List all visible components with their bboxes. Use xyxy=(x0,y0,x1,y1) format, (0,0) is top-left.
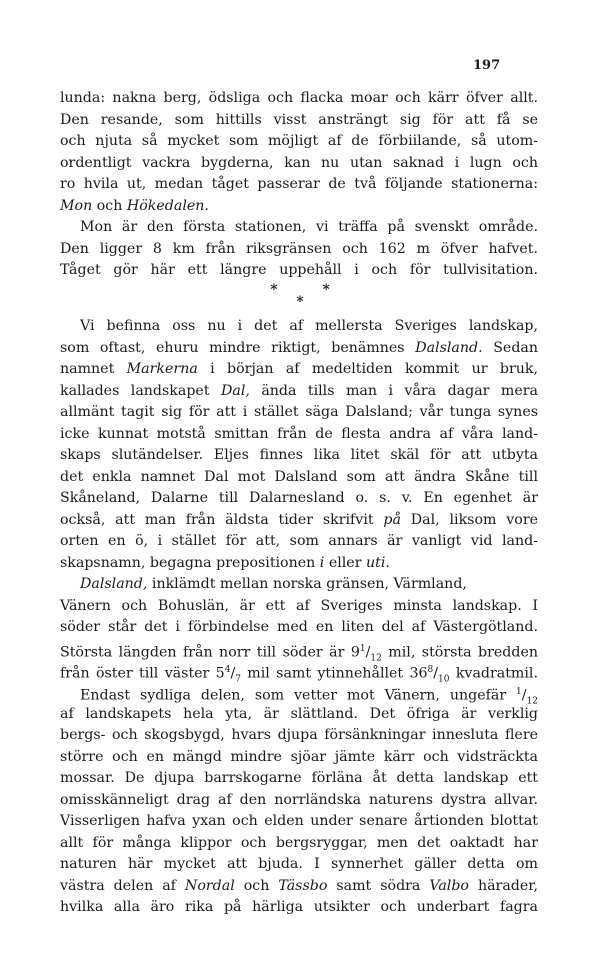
text-line: Den resande, som hittills visst ansträngt sig för att få se xyxy=(60,111,538,128)
paragraph-4 xyxy=(60,574,538,685)
paragraph-1 xyxy=(60,88,538,217)
separator-star: * xyxy=(270,282,278,298)
text-line: Endast sydliga delen, som vetter mot Vänern, ungefär $^1/_{12}$ xyxy=(80,687,538,707)
text-line: allt för många klippor och bergsryggar, men det oaktadt har xyxy=(60,834,538,851)
place-name: Tässbo xyxy=(278,877,328,894)
separator-star: * xyxy=(322,282,330,298)
text-line: mossar. De djupa barrskogarne förläna åt detta landskap ett xyxy=(60,770,538,786)
text-line: af landskapets hela yta, är slättland. Det öfriga är verklig xyxy=(60,705,538,722)
paragraph-2 xyxy=(60,217,538,282)
paragraph-5 xyxy=(60,682,538,919)
place-name: Hökedalen. xyxy=(126,197,209,214)
place-name: Markerna xyxy=(126,361,198,377)
paragraph-3 xyxy=(60,316,538,574)
text-line: Största längden från norr till söder är $9^1/_{12}$ mil, största bredden xyxy=(60,643,538,664)
text-line: Den ligger 8 km från riksgränsen och 162 m öfver hafvet. xyxy=(60,240,538,257)
section-separator-center xyxy=(0,294,600,310)
text-line: större och en mängd mindre sjöar jämte kärr och vidsträckta xyxy=(60,748,538,765)
text-line: lunda: nakna berg, ödsliga och flacka moar och kärr öfver allt. xyxy=(60,90,538,106)
text-line: Mon är den första stationen, vi träffa på svenskt område. xyxy=(80,219,538,235)
text-line: icke kunnat motstå smittan från de flesta andra af våra land- xyxy=(60,425,538,442)
place-name: Nordal xyxy=(184,877,235,894)
text-line: allmänt tagit sig för att i stället säga Dalsland; vår tunga synes xyxy=(60,404,538,420)
emphasis: uti. xyxy=(366,554,390,571)
text-line: det enkla namnet Dal mot Dalsland som att ändra Skåne till xyxy=(60,468,538,485)
text-line: ordentligt vackra bygderna, kan nu utan saknad i lugn och xyxy=(60,154,538,171)
place-name: Dalsland. xyxy=(415,339,483,356)
text-line: naturen här mycket att bjuda. I synnerhet gäller detta om xyxy=(60,856,538,872)
text-line: namnet Markerna i början af medeltiden kommit ur bruk, xyxy=(60,361,539,377)
text-line: bergs- och skogsbygd, hvars djupa försänkningar inneslutа flere xyxy=(60,727,538,743)
place-name: Mon xyxy=(60,197,93,214)
place-name: Valbo xyxy=(429,877,469,894)
emphasis: på xyxy=(383,511,401,528)
text-line: hvilka alla äro rika på härliga utsikter och underbart fagra xyxy=(60,899,538,915)
text-line: skaps slutändelser. Eljes finnes lika litet skäl för att utbyta xyxy=(60,447,538,463)
emphasis: i xyxy=(319,554,325,571)
text-line: kallades landskapet Dal, ända tills man i våra dagar mera xyxy=(60,382,538,399)
text-line: som oftast, ehuru mindre riktigt, benämnes Dalsland. Sedan xyxy=(60,339,539,356)
text-line: skapsnamn, begagna prepositionen i eller uti. xyxy=(60,554,390,571)
place-name: Dal, xyxy=(220,382,250,399)
page-number: 197 xyxy=(473,58,501,73)
text-line: Visserligen hafva yxan och elden under senare årtionden blottat xyxy=(60,813,538,829)
text-line: orten en ö, i stället för att, som annars är vanligt vid land- xyxy=(60,533,538,549)
text-line: också, att man från äldsta tider skrifvit på Dal, liksom vore xyxy=(60,511,539,528)
text-line: Vi befinna oss nu i det af mellersta Sveriges landskap, xyxy=(80,318,538,334)
text-line: Vänern och Bohuslän, är ett af Sveriges minsta landskap. I xyxy=(60,597,538,614)
place-name: Dalsland, xyxy=(80,576,148,592)
text-line: Dalsland, inklämdt mellan norska gränsen, Värmland, xyxy=(80,576,467,592)
text-line: Mon och Hökedalen. xyxy=(60,197,209,214)
text-line: söder står det i förbindelse med en liten del af Västergötland. xyxy=(60,619,538,635)
text-line: och njuta så mycket som möjligt af de förbiilande, så utom- xyxy=(60,133,538,149)
text-line: Tåget gör här ett längre uppehåll i och för tullvisitation. xyxy=(60,262,538,278)
text-line: Skåneland, Dalarne till Dalarnesland o. s. v. En egenhet är xyxy=(60,490,538,506)
text-line: från öster till väster $5^4/_7$ mil samt ytinnehållet $36^8/_{10}$ kvadratmil. xyxy=(60,665,538,685)
separator-star: * xyxy=(296,294,304,310)
text-line: omisskänneligt drag af den norrländska naturens dystra allvar. xyxy=(60,791,538,808)
text-line: västra delen af Nordal och Tässbo samt södra Valbo härader, xyxy=(60,877,538,894)
text-line: ro hvila ut, medan tåget passerar de två följande stationerna: xyxy=(60,176,538,192)
